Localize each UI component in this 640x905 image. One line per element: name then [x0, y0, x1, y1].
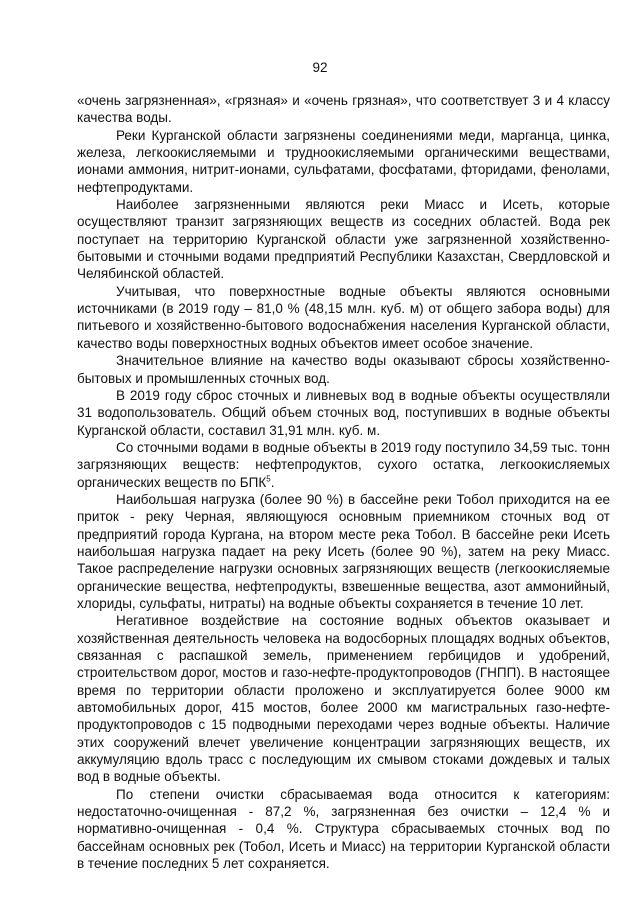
paragraph-water-supply-sources: Учитывая, что поверхностные водные объекты являются основными источниками (в 2019 году – 81,0 % (48,15 млн. куб. м) от общего забора воды) для питьевого и хозяйственно-бытового водоснабжения населения Курганской области, качество воды поверхностных водных объектов имеет особое значение. — [77, 283, 610, 351]
paragraph-economic-activity: Негативное воздействие на состояние водных объектов оказывает и хозяйственная деятельность человека на водосборных площадях водных объектов, связанная с распашкой земель, применением гербицидов и удобрений, строительством дорог, мостов и газо-нефте-продуктопроводов (ГНПП). В настоящее время по территории области проложено и эксплуатируется более 9000 км автомобильных дорог, 415 мостов, более 2000 км магистральных газо-нефте-продуктопроводов с 15 подводными переходами через водные объекты. Наличие этих сооружений влечет увеличение концентрации загрязняющих веществ, их аккумуляцию вдоль трасс с последующим их смывом стоками дождевых и талых вод в водные объекты. — [77, 613, 610, 785]
page-number: 92 — [312, 60, 328, 75]
paragraph-pollutant-mass — [77, 439, 610, 491]
paragraph-river-pollutants: Реки Курганской области загрязнены соединениями меди, марганца, цинка, железа, легкоокисляемыми и трудноокисляемыми органическими веществами, ионами аммония, нитрит-ионами, сульфатами, фосфатами, фторидами, фенолами, нефтепродуктами. — [77, 127, 610, 195]
paragraph-wastewater-influence: Значительное влияние на качество воды оказывают сбросы хозяйственно-бытовых и промышленных сточных вод. — [77, 353, 610, 386]
paragraph-water-quality-classes: «очень загрязненная», «грязная» и «очень грязная», что соответствует 3 и 4 классу качества воды. — [77, 93, 610, 126]
paragraph-treatment-categories: По степени очистки сбрасываемая вода относится к категориям: недостаточно-очищенная - 87,2 %, загрязненная без очистки – 12,4 % и нормативно-очищенная - 0,4 %. Структура сбрасываемых сточных вод по бассейнам основных рек (Тобол, Исеть и Миасс) на территории Курганской области в течение последних 5 лет сохраняется. — [77, 786, 610, 872]
body-text — [77, 92, 610, 872]
paragraph-discharge-2019: В 2019 году сброс сточных и ливневых вод в водные объекты осуществляли 31 водопользователь. Общий объем сточных вод, поступивших в водные объекты Курганской области, составил 31,91 млн. куб. м. — [77, 387, 610, 438]
pollutant-mass-text: Со сточными водами в водные объекты в 2019 году поступило 34,59 тыс. тонн загрязняющих веществ: нефтепродуктов, сухого остатка, легкоокисляемых органических веществ по БПК — [77, 439, 610, 490]
footnote-reference: 5 — [266, 474, 271, 484]
pollutant-mass-period: . — [270, 474, 275, 490]
paragraph-basin-load: Наибольшая нагрузка (более 90 %) в бассейне реки Тобол приходится на ее приток - реку Черная, являющуюся основным приемником сточных вод от предприятий города Кургана, на втором месте река Тобол. В бассейне реки Исеть наибольшая нагрузка падает на реку Исеть (более 90 %), затем на реку Миасс. Такое распределение нагрузки основных загрязняющих веществ (легкоокисляемые органические вещества, нефтепродукты, взвешенные вещества, азот аммонийный, хлориды, сульфаты, нитраты) на водные объекты сохраняется в течение 10 лет. — [77, 491, 610, 611]
paragraph-most-polluted-rivers: Наиболее загрязненными являются реки Миасс и Исеть, которые осуществляют транзит загрязняющих веществ из соседних областей. Вода рек поступает на территорию Курганской области уже загрязненной хозяйственно-бытовыми и сточными водами предприятий Республики Казахстан, Свердловской и Челябинской областей. — [77, 197, 610, 282]
